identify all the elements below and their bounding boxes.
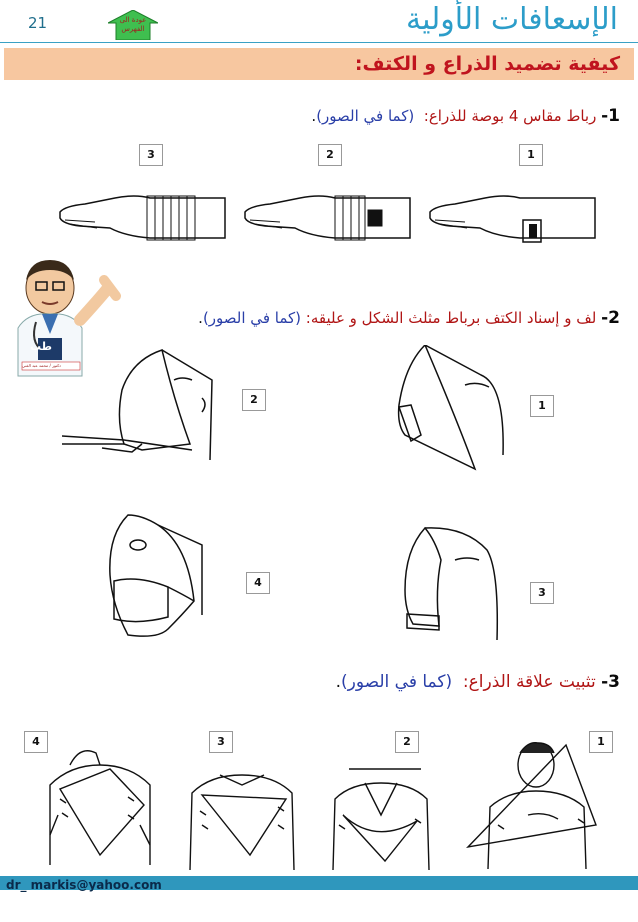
section-text: رباط مقاس 4 بوصة للذراع: [423, 107, 597, 125]
figure-number-box: 1 [589, 731, 613, 753]
back-link-line2: الفهرس [121, 25, 145, 33]
arm-sling-step-3-illustration [180, 755, 305, 875]
figure-number-box: 3 [139, 144, 163, 166]
section-number: 3- [601, 672, 620, 692]
section-text: لف و إسناد الكتف برباط مثلث الشكل و عليقه: [305, 309, 597, 327]
section-end: . [335, 672, 341, 692]
arm-bandage-step-3-illustration [55, 180, 230, 250]
header-title: الإسعافات الأولية [405, 2, 618, 37]
arm-sling-step-4-illustration [40, 745, 160, 875]
section-banner [4, 48, 634, 80]
figure-number-box: 1 [519, 144, 543, 166]
section-ref: (كما في الصور) [316, 107, 415, 125]
figure-number-box: 2 [318, 144, 342, 166]
section-end: . [198, 309, 203, 327]
section-2-heading [198, 308, 620, 328]
section-ref: (كما في الصور) [340, 672, 453, 692]
figure-number-box: 3 [530, 582, 554, 604]
figure-number-box: 2 [242, 389, 266, 411]
arm-bandage-step-1-illustration [425, 180, 600, 250]
section-end: . [311, 107, 317, 125]
back-to-index-link[interactable] [108, 10, 158, 40]
header-divider [0, 42, 638, 43]
figure-number-box: 4 [246, 572, 270, 594]
section-ref: (كما في الصور) [202, 309, 301, 327]
back-link-line1: عودة الى [119, 16, 147, 24]
banner-title: كيفية تضميد الذراع و الكتف: [354, 53, 620, 75]
shoulder-sling-step-2-illustration [62, 340, 232, 480]
arm-sling-step-1-illustration [458, 735, 608, 875]
figure-number-box: 1 [530, 395, 554, 417]
section-3-heading [336, 672, 620, 692]
footer-email: dr_ markis@yahoo.com [6, 878, 162, 892]
shoulder-sling-step-1-illustration [385, 345, 535, 475]
figure-number-box: 2 [395, 731, 419, 753]
mascot-label: طب [30, 340, 53, 353]
section-number: 2- [601, 308, 620, 328]
shoulder-sling-step-4-illustration [98, 505, 218, 645]
shoulder-sling-step-3-illustration [395, 520, 525, 650]
back-link-label [108, 16, 158, 34]
arm-sling-step-2-illustration [325, 765, 440, 875]
figure-number-box: 3 [209, 731, 233, 753]
section-text: تثبيت علاقة الذراع: [462, 672, 596, 692]
section-1-heading [311, 106, 620, 126]
figure-number-box: 4 [24, 731, 48, 753]
arm-bandage-step-2-illustration [240, 180, 415, 250]
section-number: 1- [601, 106, 620, 126]
page-number: 21 [28, 14, 48, 32]
mascot-caption: دكتور / محمد عبد الغني [22, 363, 61, 368]
